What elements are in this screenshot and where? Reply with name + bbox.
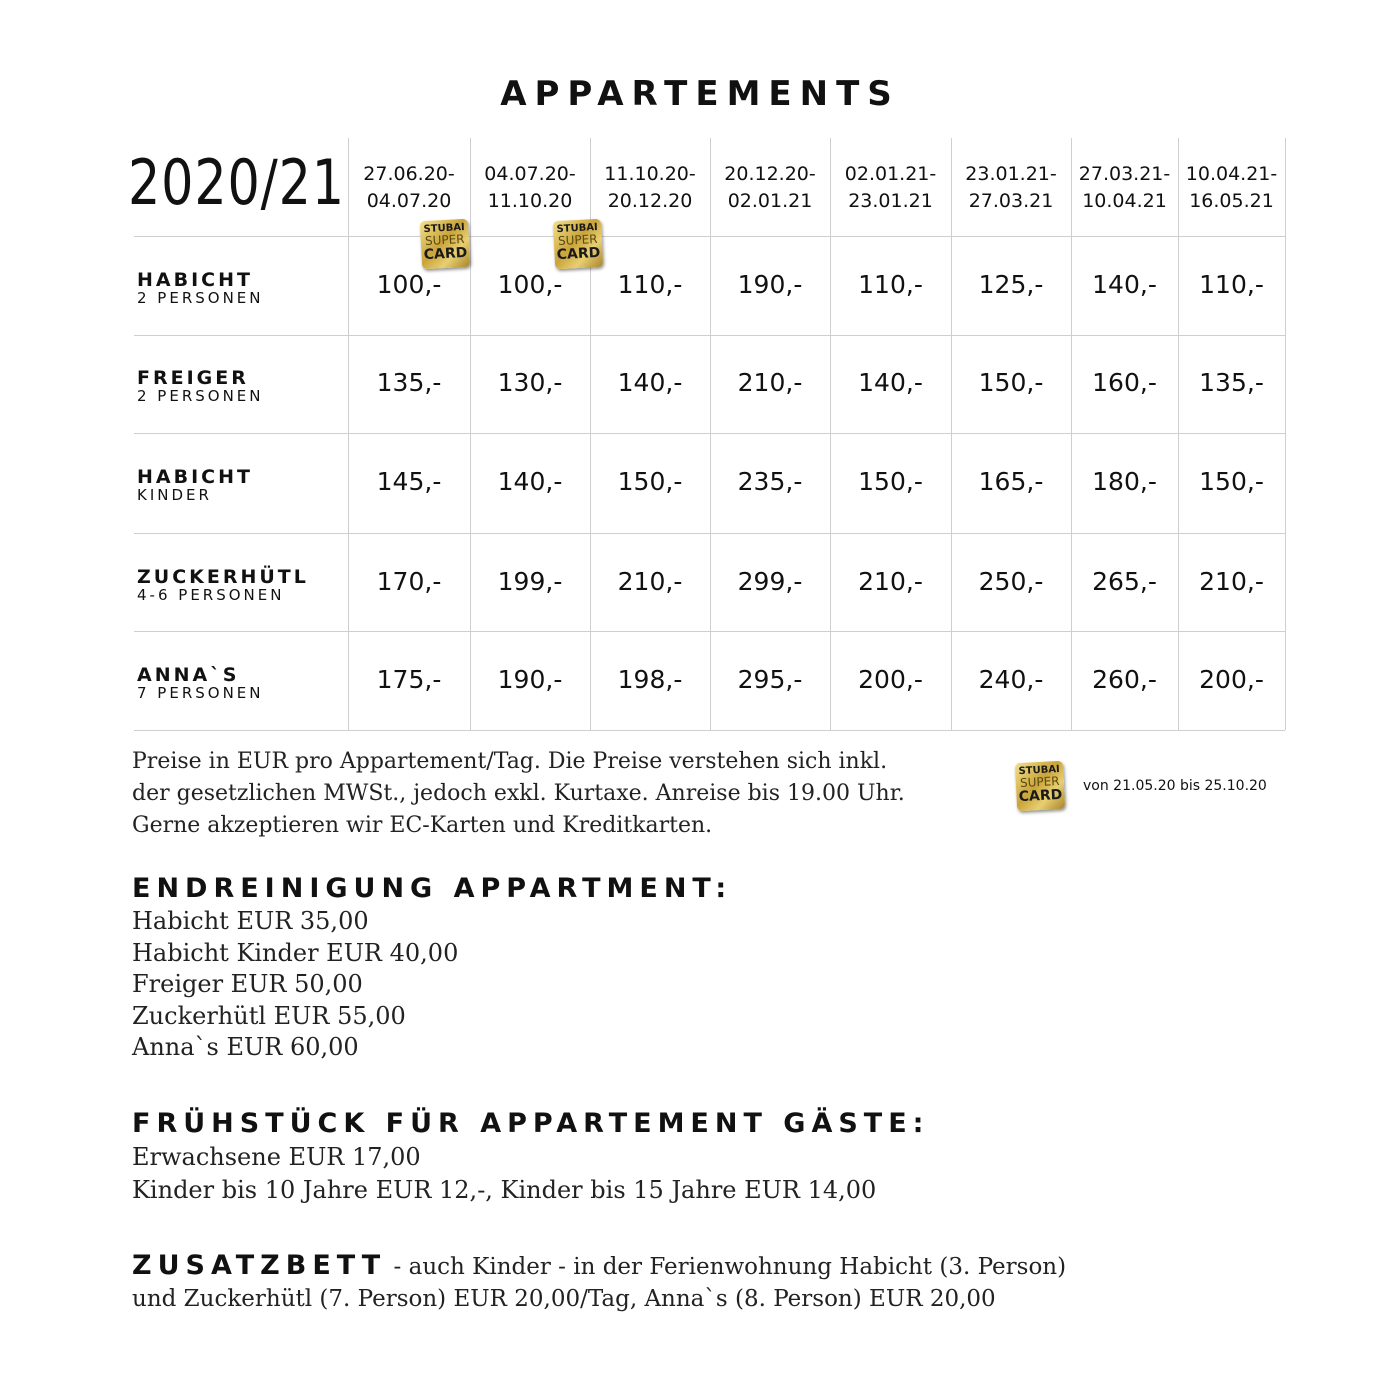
price-cell: 240,- — [978, 665, 1044, 694]
price-cell: 135,- — [1199, 368, 1264, 397]
apartment-capacity: 2 PERSONEN — [137, 289, 264, 307]
price-cell: 299,- — [737, 567, 803, 596]
supercard-badge: STUBAI SUPER CARD — [1015, 761, 1065, 811]
period-to: 20.12.20 — [607, 190, 693, 212]
period-from: 20.12.20- — [724, 163, 816, 185]
price-cell: 295,- — [737, 665, 803, 694]
apartment-label — [137, 666, 264, 701]
extra-bed-keyword: ZUSATZBETT — [132, 1250, 387, 1281]
period-header — [710, 161, 830, 215]
price-cell: 110,- — [858, 270, 923, 299]
price-cell: 150,- — [617, 467, 683, 496]
apartment-name: FREIGER — [137, 367, 249, 389]
apartment-label — [137, 468, 253, 503]
apartment-name: ZUCKERHÜTL — [137, 566, 309, 588]
table-row-divider — [134, 533, 1285, 534]
price-cell: 210,- — [737, 368, 803, 397]
price-cell: 135,- — [376, 368, 442, 397]
price-cell: 170,- — [376, 567, 442, 596]
price-cell: 150,- — [978, 368, 1044, 397]
period-to: 11.10.20 — [487, 190, 573, 212]
supercard-badge: STUBAI SUPER CARD — [420, 219, 470, 269]
period-from: 10.04.21- — [1185, 163, 1278, 185]
apartment-label — [137, 568, 309, 603]
note-line: der gesetzlichen MWSt., jedoch exkl. Kurtaxe. Anreise bis 19.00 Uhr. — [132, 781, 905, 806]
table-row-divider — [134, 631, 1285, 632]
period-header — [348, 161, 470, 215]
price-cell: 210,- — [617, 567, 683, 596]
price-cell: 150,- — [1199, 467, 1264, 496]
price-cell: 180,- — [1092, 467, 1157, 496]
list-item: Habicht Kinder EUR 40,00 — [132, 938, 459, 967]
period-to: 04.07.20 — [366, 190, 452, 212]
period-header — [1071, 161, 1178, 215]
table-column-divider — [348, 138, 349, 730]
price-cell: 150,- — [858, 467, 923, 496]
table-column-divider — [1285, 138, 1286, 730]
apartment-capacity: 7 PERSONEN — [137, 684, 264, 702]
note-line: Preise in EUR pro Appartement/Tag. Die Preise verstehen sich inkl. — [132, 749, 888, 774]
period-header — [470, 161, 590, 215]
apartment-label — [137, 369, 264, 404]
apartment-name: ANNA`S — [137, 664, 240, 686]
period-to: 02.01.21 — [727, 190, 813, 212]
extra-bed-info — [132, 1250, 1066, 1315]
period-to: 10.04.21 — [1082, 190, 1167, 212]
period-to: 23.01.21 — [848, 190, 933, 212]
table-row-divider — [134, 236, 1285, 237]
table-column-divider — [470, 138, 471, 730]
period-from: 27.03.21- — [1078, 163, 1171, 185]
period-from: 23.01.21- — [965, 163, 1057, 185]
apartment-capacity: KINDER — [137, 486, 212, 504]
price-cell: 198,- — [617, 665, 683, 694]
price-cell: 210,- — [1199, 567, 1264, 596]
page-title: APPARTEMENTS — [500, 74, 900, 114]
list-item: Habicht EUR 35,00 — [132, 907, 369, 935]
period-from: 04.07.20- — [484, 163, 576, 185]
cleaning-heading: ENDREINIGUNG APPARTMENT: — [132, 873, 733, 904]
price-cell: 125,- — [978, 270, 1044, 299]
price-cell: 130,- — [497, 368, 563, 397]
price-cell: 190,- — [737, 270, 803, 299]
price-cell: 265,- — [1092, 567, 1157, 596]
price-cell: 140,- — [497, 467, 563, 496]
period-header — [590, 161, 710, 215]
price-cell: 100,- — [497, 270, 563, 299]
price-cell: 165,- — [978, 467, 1044, 496]
period-from: 11.10.20- — [604, 163, 696, 185]
price-cell: 190,- — [497, 665, 563, 694]
list-item: Kinder bis 10 Jahre EUR 12,-, Kinder bis 15 Jahre EUR 14,00 — [132, 1176, 877, 1204]
table-column-divider — [1071, 138, 1072, 730]
price-cell: 260,- — [1092, 665, 1157, 694]
price-cell: 200,- — [858, 665, 923, 694]
extra-bed-line2: und Zuckerhütl (7. Person) EUR 20,00/Tag, Anna`s (8. Person) EUR 20,00 — [132, 1286, 996, 1312]
table-row-divider — [134, 433, 1285, 434]
price-cell: 140,- — [617, 368, 683, 397]
price-note — [132, 746, 905, 842]
list-item: Erwachsene EUR 17,00 — [132, 1143, 421, 1171]
price-cell: 110,- — [1199, 270, 1264, 299]
price-cell: 140,- — [1092, 270, 1157, 299]
price-cell: 140,- — [858, 368, 923, 397]
apartment-capacity: 4-6 PERSONEN — [137, 586, 285, 604]
price-cell: 199,- — [497, 567, 563, 596]
price-cell: 235,- — [737, 467, 803, 496]
period-header — [951, 161, 1071, 215]
period-to: 16.05.21 — [1189, 190, 1274, 212]
supercard-validity: von 21.05.20 bis 25.10.20 — [1083, 778, 1267, 794]
price-cell: 210,- — [858, 567, 923, 596]
list-item: Zuckerhütl EUR 55,00 — [132, 1001, 406, 1030]
table-column-divider — [1178, 138, 1179, 730]
breakfast-list — [132, 1141, 876, 1207]
table-column-divider — [830, 138, 831, 730]
season-label: 2020/21 — [128, 146, 345, 219]
list-item: Anna`s EUR 60,00 — [132, 1033, 359, 1061]
list-item: Freiger EUR 50,00 — [132, 970, 363, 998]
period-header — [1178, 161, 1285, 215]
price-cell: 250,- — [978, 567, 1044, 596]
apartment-capacity: 2 PERSONEN — [137, 387, 264, 405]
price-cell: 160,- — [1092, 368, 1157, 397]
price-cell: 145,- — [376, 467, 442, 496]
price-cell: 100,- — [376, 270, 442, 299]
price-cell: 175,- — [376, 665, 442, 694]
price-cell: 110,- — [617, 270, 683, 299]
table-row-divider — [134, 335, 1285, 336]
period-header — [830, 161, 951, 215]
apartment-label — [137, 271, 264, 306]
apartment-name: HABICHT — [137, 466, 253, 488]
price-cell: 200,- — [1199, 665, 1264, 694]
table-row-divider — [134, 730, 1285, 731]
supercard-badge: STUBAI SUPER CARD — [553, 219, 603, 269]
period-from: 27.06.20- — [363, 163, 455, 185]
table-column-divider — [710, 138, 711, 730]
breakfast-heading: FRÜHSTÜCK FÜR APPARTEMENT GÄSTE: — [132, 1108, 930, 1139]
extra-bed-line1: - auch Kinder - in der Ferienwohnung Habicht (3. Person) — [386, 1254, 1067, 1280]
cleaning-list — [132, 906, 458, 1064]
apartment-name: HABICHT — [137, 269, 253, 291]
period-from: 02.01.21- — [844, 163, 937, 185]
period-to: 27.03.21 — [968, 190, 1054, 212]
table-column-divider — [951, 138, 952, 730]
note-line: Gerne akzeptieren wir EC-Karten und Kreditkarten. — [132, 813, 713, 838]
